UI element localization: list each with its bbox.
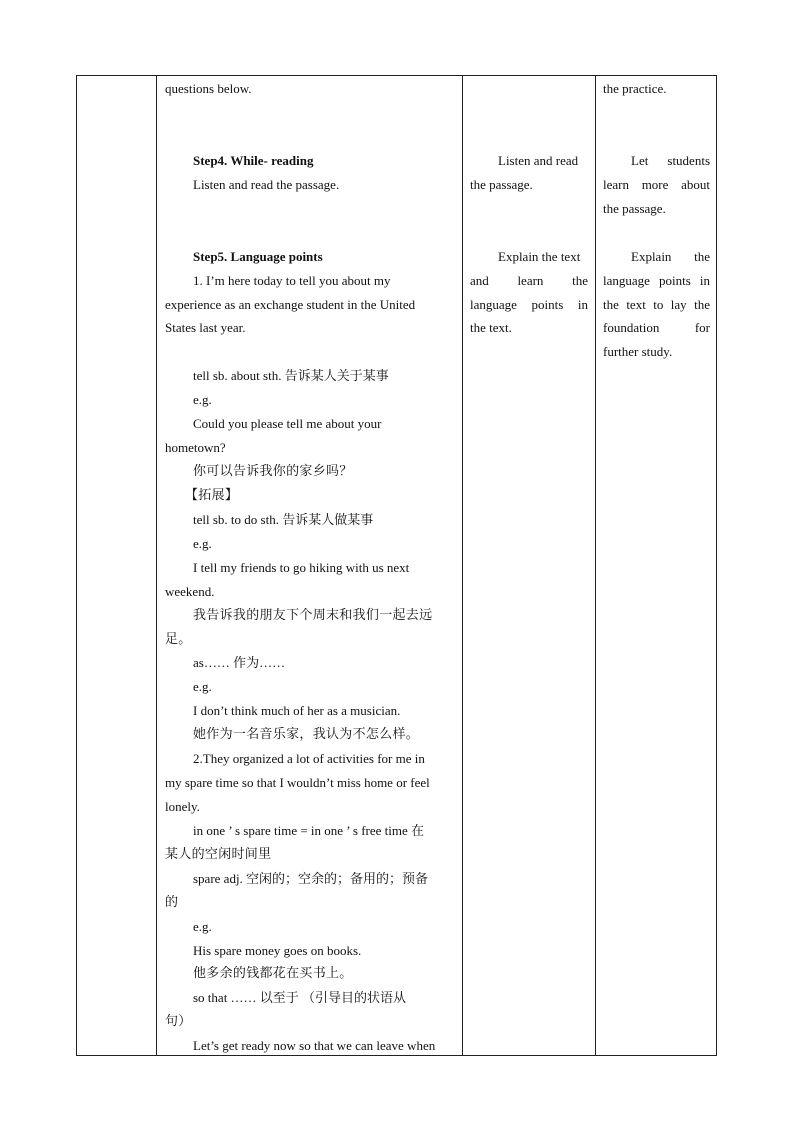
text-line: 【拓展】 [185, 488, 239, 503]
text-line: 句） [165, 1014, 192, 1029]
text-line: the passage. [603, 201, 666, 216]
text-line: e.g. [193, 536, 212, 551]
design-purpose-column [596, 76, 717, 1055]
student-activity-column [463, 76, 595, 1055]
text-line: hometown? [165, 440, 226, 455]
lesson-plan-table [76, 75, 717, 1056]
text-line: Listen and read the passage. [193, 177, 340, 192]
text-line: e.g. [193, 919, 212, 934]
step-heading: Step4. While- reading [193, 153, 314, 168]
text-line: Let’s get ready now so that we can leave when [193, 1038, 436, 1053]
text-line: 足。 [165, 632, 192, 647]
text-line: Explain the text [498, 249, 581, 264]
text-line: experience as an exchange student in the United [165, 297, 416, 312]
text-line: the practice. [603, 81, 667, 96]
text-line: so that …… 以至于 （引导目的状语从 [193, 990, 407, 1005]
text-line: in one ’ s spare time = in one ’ s free time 在 [193, 823, 425, 838]
text-line: 2.They organized a lot of activities for me in [193, 751, 425, 766]
text-line: Could you please tell me about your [193, 416, 382, 431]
text-line: Let students [631, 153, 710, 168]
text-line: 她作为一名音乐家，我认为不怎么样。 [193, 727, 420, 742]
text-line: and learn the [470, 273, 588, 288]
text-line: the text to lay the [603, 297, 710, 312]
text-line: 的 [165, 895, 179, 910]
text-line: 我告诉我的朋友下个周末和我们一起去远 [193, 608, 433, 623]
text-line: learn more about [603, 177, 710, 192]
text-line: I don’t think much of her as a musician. [193, 703, 401, 718]
text-line: my spare time so that I wouldn’t miss home or feel [165, 775, 430, 790]
text-line: spare adj. 空闲的；空余的；备用的；预备 [193, 871, 429, 886]
text-line: 某人的空闲时间里 [165, 847, 272, 862]
text-line: His spare money goes on books. [193, 943, 362, 958]
text-line: States last year. [165, 320, 246, 335]
text-line: tell sb. to do sth. 告诉某人做某事 [193, 512, 374, 527]
text-line: lonely. [165, 799, 200, 814]
text-line: e.g. [193, 392, 212, 407]
text-line: the text. [470, 320, 512, 335]
text-line: as…… 作为…… [193, 655, 286, 670]
text-line: questions below. [165, 81, 252, 96]
text-line: e.g. [193, 679, 212, 694]
step-heading: Step5. Language points [193, 249, 323, 264]
teaching-procedure-column [157, 76, 462, 1055]
text-line: further study. [603, 344, 673, 359]
text-line: weekend. [165, 584, 215, 599]
text-line: tell sb. about sth. 告诉某人关于某事 [193, 368, 389, 383]
text-line: 1. I’m here today to tell you about my [193, 273, 391, 288]
stage-column [77, 76, 156, 1055]
text-line: I tell my friends to go hiking with us next [193, 560, 410, 575]
text-line: Listen and read [498, 153, 579, 168]
text-line: 他多余的钱都花在买书上。 [193, 966, 353, 981]
text-line: foundation for [603, 320, 710, 335]
text-line: Explain the [631, 249, 710, 264]
text-line: language points in [470, 297, 588, 312]
text-line: 你可以告诉我你的家乡吗？ [193, 464, 353, 479]
text-line: language points in [603, 273, 710, 288]
text-line: the passage. [470, 177, 533, 192]
